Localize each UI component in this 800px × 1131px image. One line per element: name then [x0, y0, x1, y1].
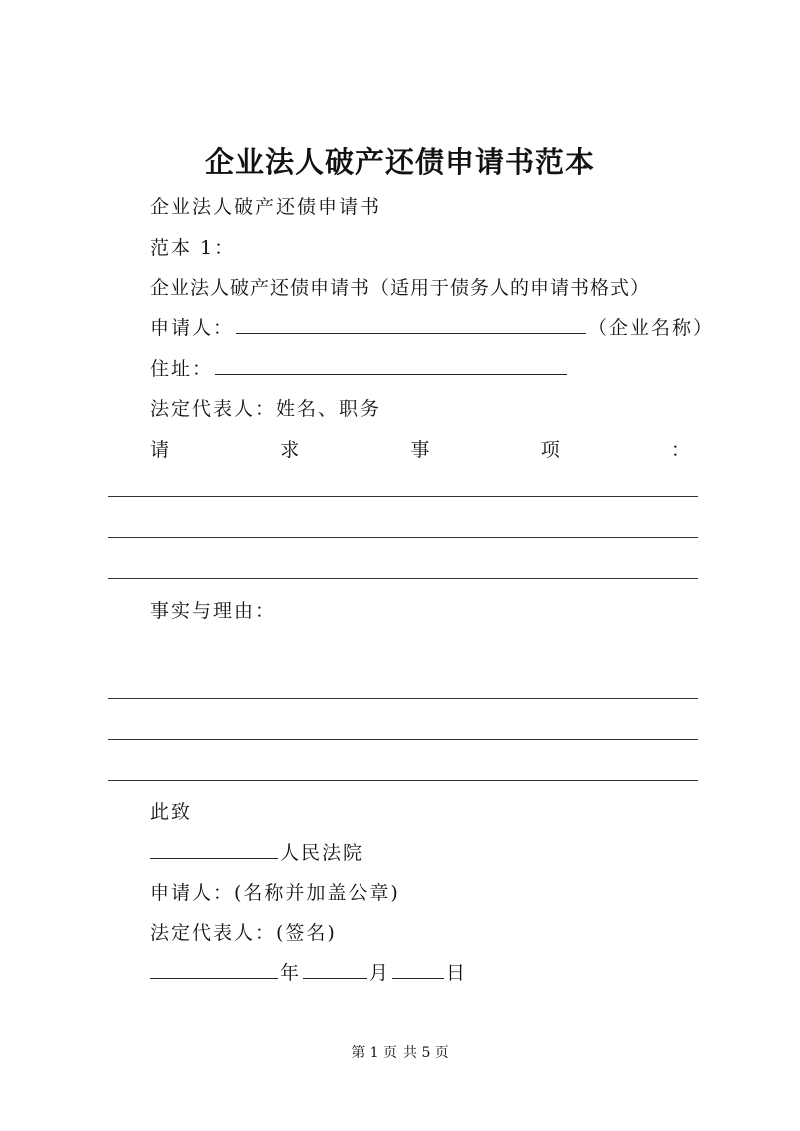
claims-heading — [150, 437, 690, 463]
claims-blank-line — [108, 537, 698, 538]
date-year: 年 — [280, 962, 302, 984]
page-footer — [0, 1044, 800, 1062]
facts-blank-line — [108, 739, 698, 740]
address-row — [150, 356, 569, 382]
facts-label: 事实与理由： — [150, 600, 277, 622]
date-month: 月 — [369, 962, 391, 984]
date-day: 日 — [446, 962, 468, 984]
claims-char: 项 — [540, 439, 560, 461]
court-row — [150, 840, 364, 866]
subtitle: 企业法人破产还债申请书 — [150, 196, 382, 218]
year-blank — [150, 960, 278, 979]
claims-blank-line — [108, 496, 698, 497]
format-heading: 企业法人破产还债申请书（适用于债务人的申请书格式） — [150, 277, 651, 299]
sign-applicant: 申请人：(名称并加盖公章) — [150, 882, 400, 904]
applicant-suffix: （企业名称） — [588, 317, 715, 339]
page-number: 第 1 页 — [351, 1045, 397, 1061]
month-blank — [303, 960, 367, 979]
court-name-blank — [150, 840, 278, 859]
claims-char: ： — [670, 439, 690, 461]
sample-label: 范本 1： — [150, 237, 236, 259]
document-title: 企业法人破产还债申请书范本 — [204, 145, 595, 179]
page-total: 共 5 页 — [403, 1045, 449, 1061]
claims-char: 求 — [280, 439, 300, 461]
claims-char: 事 — [410, 439, 430, 461]
address-blank — [215, 356, 567, 375]
day-blank — [392, 960, 444, 979]
date-row — [150, 960, 467, 986]
address-label: 住址： — [150, 358, 214, 380]
claims-char: 请 — [150, 439, 170, 461]
applicant-label: 申请人： — [150, 317, 235, 339]
claims-blank-line — [108, 578, 698, 579]
legal-rep-label: 法定代表人：姓名、职务 — [150, 398, 382, 420]
applicant-row — [150, 315, 714, 341]
salutation: 此致 — [150, 801, 193, 823]
facts-blank-line — [108, 780, 698, 781]
court-suffix: 人民法院 — [280, 842, 365, 864]
sign-legal-rep: 法定代表人：(签名) — [150, 922, 337, 944]
facts-blank-line — [108, 698, 698, 699]
applicant-name-blank — [236, 315, 586, 334]
